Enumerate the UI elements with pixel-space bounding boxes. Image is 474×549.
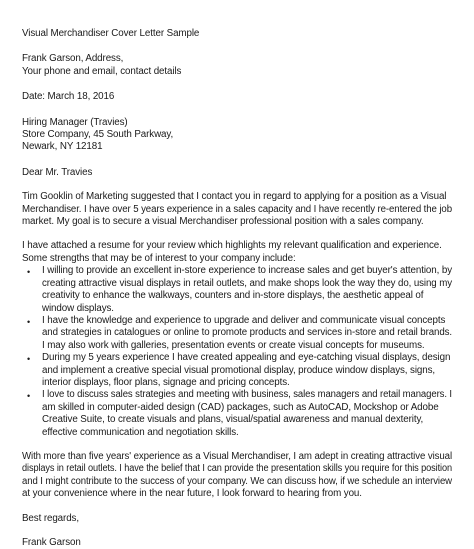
recipient-company-line: Store Company, 45 South Parkway, [22, 129, 174, 141]
closing-salutation [22, 513, 452, 525]
list-item-line: and implement a creative special visual promotional display, produce window displays, signs, [42, 364, 436, 376]
list-item [22, 315, 452, 352]
date-text: Date: March 18, 2016 [22, 91, 115, 103]
list-item-line: I may also work with galleries, presentation events or create visual concepts for museums. [42, 339, 425, 351]
list-item-line: I love to discuss sales strategies and meeting with business, sales managers and retail managers. I [42, 389, 452, 401]
recipient-city-line: Newark, NY 12181 [22, 141, 103, 153]
date-line [22, 91, 452, 103]
paragraph-line: market. My goal is to secure a visual Merchandiser professional position with a sales company. [22, 216, 424, 228]
intro-paragraph [22, 191, 452, 228]
paragraph-line: at your convenience where in the near future, I look forward to hearing from you. [22, 488, 362, 500]
list-item-line: I willing to provide an excellent in-store experience to increase sales and get buyer's attention, by [42, 265, 452, 277]
paragraph-line: I have attached a resume for your review which highlights my relevant qualification and experience. [22, 240, 442, 252]
bullet-icon: • [27, 354, 31, 365]
paragraph-line: and I might contribute to the success of your company. We can discuss how, if we schedule an interview [22, 475, 452, 487]
list-item-line: creativity to enhance the walkways, counters and in-store displays, the aesthetic appeal of [42, 290, 424, 302]
paragraph-line: Merchandiser. I have over 5 years experience in a sales capacity and I have recently re-entered the job [22, 203, 452, 215]
list-item [22, 265, 452, 315]
recipient-name-line: Hiring Manager (Travies) [22, 116, 128, 128]
sender-block [22, 53, 452, 78]
paragraph-line: With more than five years' experience as a Visual Merchandiser, I am adept in creating attractive visual [22, 450, 453, 462]
cover-letter [22, 28, 452, 549]
salutation-text: Dear Mr. Travies [22, 166, 93, 178]
bullet-icon: • [27, 391, 31, 402]
salutation [22, 167, 452, 179]
list-item-line: window displays. [42, 302, 114, 314]
signature-text: Frank Garson [22, 537, 81, 548]
list-item [22, 389, 452, 439]
sender-contact-line: Your phone and email, contact details [22, 65, 182, 77]
strengths-intro-paragraph [22, 240, 452, 265]
list-item-line: creating attractive visual displays in retail outlets, and make shops look the way they do, using my [42, 277, 452, 289]
bullet-icon: • [27, 267, 31, 278]
list-item [22, 352, 452, 389]
signature [22, 537, 452, 549]
paragraph-line: Some strengths that may be of interest to your company include: [22, 252, 296, 264]
sender-name-line: Frank Garson, Address, [22, 53, 124, 65]
bullet-icon: • [27, 316, 31, 327]
list-item-line: effective communication and negotiation skills. [42, 426, 239, 438]
strengths-list [22, 265, 452, 439]
list-item-line: Creative Suite, to create visuals and plans, visual/spatial awareness and manual dexterity, [42, 414, 424, 426]
letter-title [22, 28, 452, 40]
paragraph-line: displays in retail outlets. I have the belief that I can provide the presentation skills you require for this position [22, 463, 453, 475]
paragraph-line: Tim Gooklin of Marketing suggested that I contact you in regard to applying for a position as a Visual [22, 191, 447, 203]
closing-text: Best regards, [22, 512, 79, 524]
recipient-block [22, 117, 452, 154]
list-item-line: During my 5 years experience I have created appealing and eye-catching visual displays, design [42, 352, 451, 364]
closing-paragraph [22, 451, 452, 501]
letter-title-text: Visual Merchandiser Cover Letter Sample [22, 28, 200, 39]
list-item-line: I have the knowledge and experience to upgrade and deliver and communicate visual concepts [42, 314, 446, 326]
list-item-line: and strategies in catalogues or online to promote products and services in-store and retail brands. [42, 327, 452, 339]
list-item-line: interior displays, floor plans, signage and pricing concepts. [42, 376, 290, 388]
list-item-line: am skilled in computer-aided design (CAD) packages, such as AutoCAD, Mockshop or Adobe [42, 401, 439, 413]
